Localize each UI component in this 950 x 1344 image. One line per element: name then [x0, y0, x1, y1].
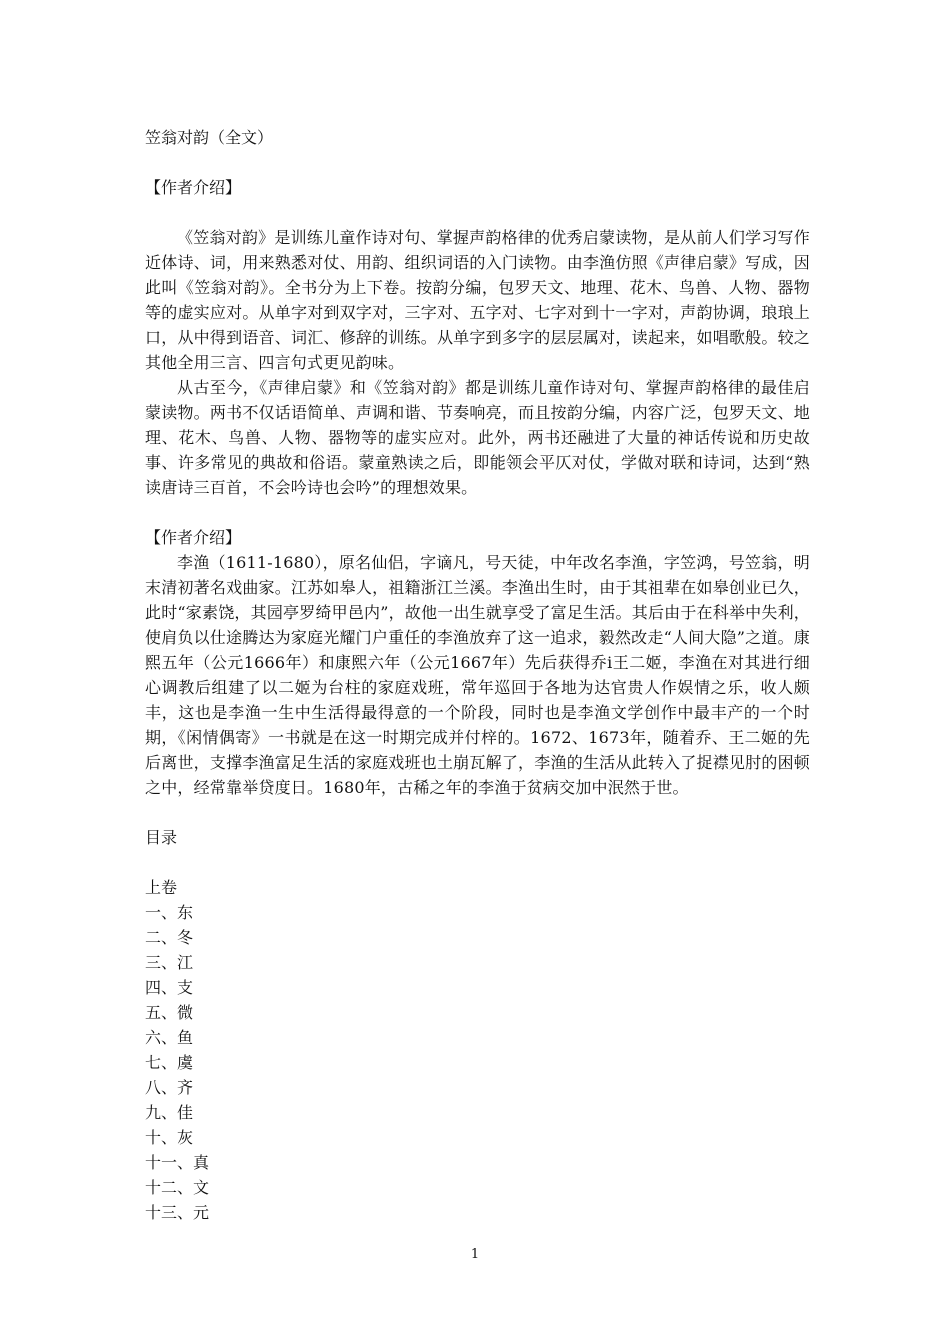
document-page: [145, 125, 810, 1225]
spacer: [145, 500, 810, 525]
toc-heading: 目录: [145, 828, 178, 847]
section-heading-intro: 【作者介绍】: [145, 178, 242, 197]
spacer: [145, 850, 810, 875]
intro-paragraph-2: 从古至今，《声律启蒙》和《笠翁对韵》都是训练儿童作诗对句、掌握声韵格律的最佳启蒙读物。两书不仅话语简单、声调和谐、节奏响亮，而且按韵分编，内容广泛，包罗天文、地理、花木、鸟兽、人物、器物等的虚实应对。此外，两书还融进了大量的神话传说和历史故事、许多常见的典故和俗语。蒙童熟读之后，即能领会平仄对仗，学做对联和诗词，达到“熟读唐诗三百首，不会吟诗也会吟”的理想效果。: [145, 378, 810, 497]
toc-item: 七、虞: [145, 1053, 194, 1072]
toc-item: 十一、真: [145, 1153, 210, 1172]
toc-item: 四、支: [145, 978, 194, 997]
toc-item: 五、微: [145, 1003, 194, 1022]
toc-item: 六、鱼: [145, 1028, 194, 1047]
toc-list: [145, 900, 810, 1225]
spacer: [145, 200, 810, 225]
toc-item: 十二、文: [145, 1178, 210, 1197]
page-number: 1: [470, 1247, 480, 1262]
toc-item: 八、齐: [145, 1078, 194, 1097]
document-title: 笠翁对韵（全文）: [145, 128, 274, 147]
toc-item: 十三、元: [145, 1203, 210, 1222]
toc-item: 二、冬: [145, 928, 194, 947]
toc-item: 九、佳: [145, 1103, 194, 1122]
spacer: [145, 150, 810, 175]
toc-volume-label: 上卷: [145, 878, 178, 897]
toc-item: 一、东: [145, 903, 194, 922]
spacer: [145, 800, 810, 825]
author-paragraph: 李渔（1611-1680），原名仙侣，字谪凡，号天徒，中年改名李渔，字笠鸿，号笠翁，明末清初著名戏曲家。江苏如皋人，祖籍浙江兰溪。李渔出生时，由于其祖辈在如皋创业已久，此时“家素饶，其园亭罗绮甲邑内”，故他一出生就享受了富足生活。其后由于在科举中失利，使肩负以仕途腾达为家庭光耀门户重任的李渔放弃了这一追求，毅然改走“人间大隐”之道。康熙五年（公元1666年）和康熙六年（公元1667年）先后获得乔i王二姬，李渔在对其进行细心调教后组建了以二姬为台柱的家庭戏班，常年巡回于各地为达官贵人作娱情之乐，收人颇丰，这也是李渔一生中生活得最得意的一个阶段，同时也是李渔文学创作中最丰产的一个时期，《闲情偶寄》一书就是在这一时期完成并付梓的。1672、1673年，随着乔、王二姬的先后离世，支撑李渔富足生活的家庭戏班也土崩瓦解了，李渔的生活从此转入了捉襟见肘的困顿之中，经常靠举贷度日。1680年，古稀之年的李渔于贫病交加中泯然于世。: [145, 553, 810, 797]
toc-item: 三、江: [145, 953, 194, 972]
section-heading-author: 【作者介绍】: [145, 528, 242, 547]
toc-item: 十、灰: [145, 1128, 194, 1147]
intro-paragraph-1: 《笠翁对韵》是训练儿童作诗对句、掌握声韵格律的优秀启蒙读物，是从前人们学习写作近体诗、词，用来熟悉对仗、用韵、组织词语的入门读物。由李渔仿照《声律启蒙》写成，因此叫《笠翁对韵》。全书分为上下卷。按韵分编，包罗天文、地理、花木、鸟兽、人物、器物等的虚实应对。从单字对到双字对，三字对、五字对、七字对到十一字对，声韵协调，琅琅上口，从中得到语音、词汇、修辞的训练。从单字到多字的层层属对，读起来，如唱歌般。较之其他全用三言、四言句式更见韵味。: [145, 228, 810, 372]
